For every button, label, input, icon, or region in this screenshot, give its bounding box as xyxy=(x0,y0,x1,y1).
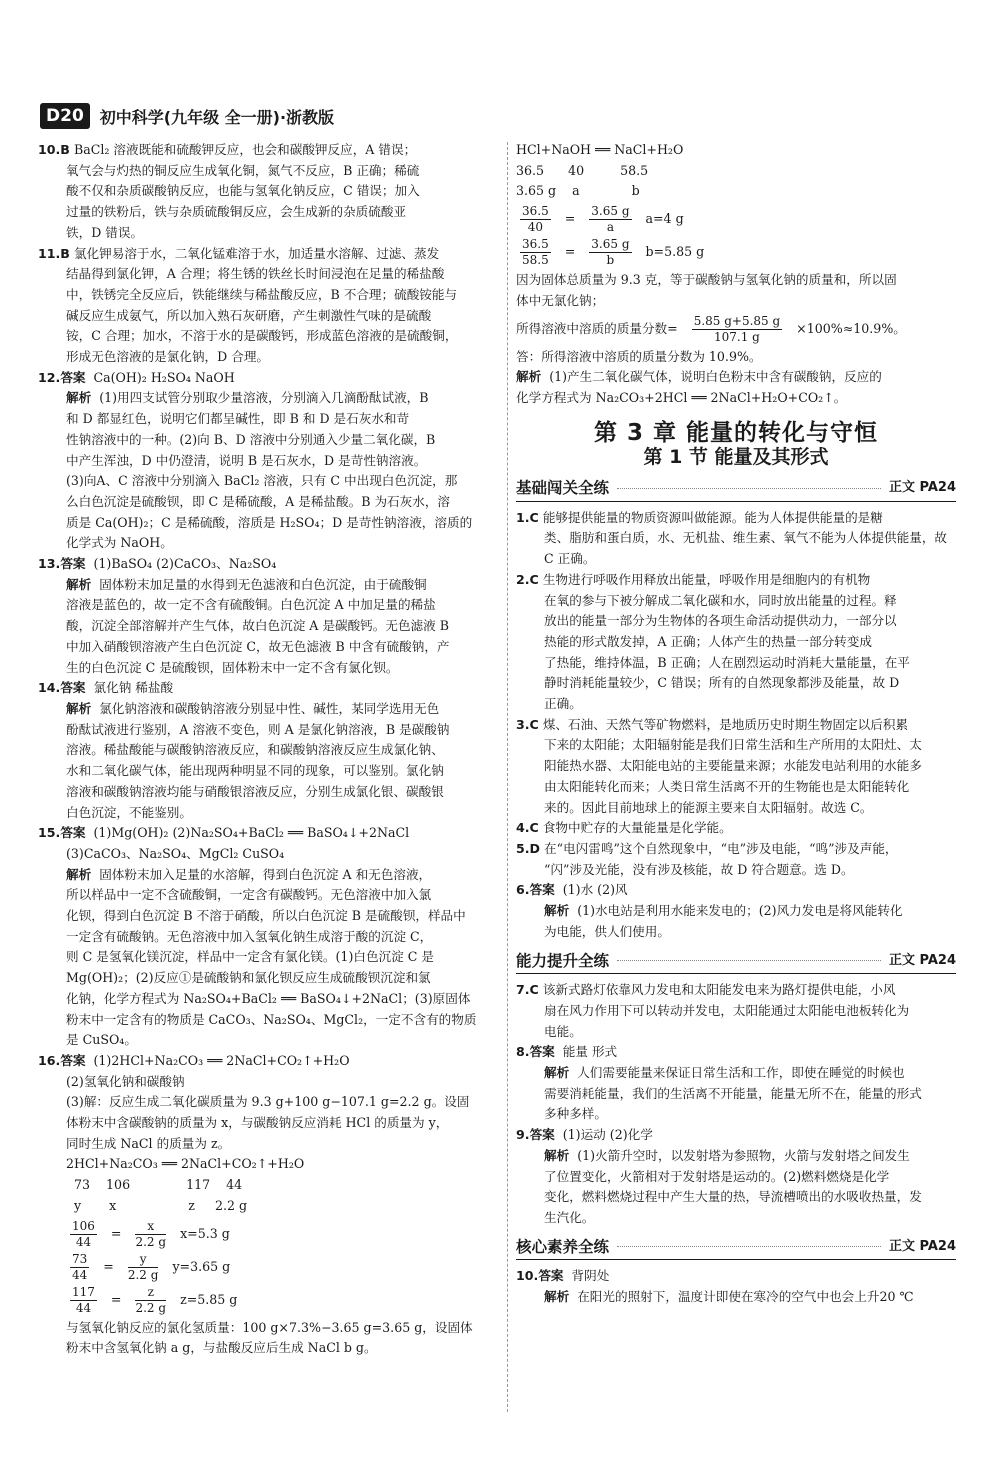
question-13: 13.答案 (1)BaSO₄ (2)CaCO₃、Na₂SO₄ 解析 固体粉末加足量的水得到无色滤液和白色沉淀，由于硫酸铜 溶液是蓝色的，故一定不含有硫酸铜。白色沉淀 A 中加足量的稀盐 酸，沉淀全部溶解并产生气体，故白色沉淀 A 是碳酸钙。无色滤液 B 中加入硝酸钡溶液产生白色沉淀 C，故无色滤液 B 中含有硫酸钠，产 生的白色沉淀 C 是硫酸钡，固体粉末中一定不含有氯化钡。 xyxy=(38,556,450,675)
question-16: 16.答案 (1)2HCl+Na₂CO₃ ══ 2NaCl+CO₂↑+H₂O (2)氢氧化钠和碳酸钠 (3)解：反应生成二氧化碳质量为 9.3 g+100 g−107.1 g=2.2 g。设固 体粉末中含碳酸钠的质量为 x，与碳酸钠反应消耗 HCl 的质量为 y， 同时生成 NaCl 的质量为 z。 2HCl+Na₂CO₃ ══ 2NaCl+CO₂↑+H₂O 73 106 117 44 y x z 2.2 g $\frac{106}{44}$ = $\frac{x}{2.2 g}$ x=5.3 g $\frac{73}{44}$ = $\frac{y}{2.2 g}$ y=3.65 g $\frac{117}{44}$ = $\frac{z}{2.2 g}$ z=5.85 g 与氢氧化钠反应的氯化氢质量：100 g×7.3%−3.65 g=3.65 g，设固体 粉末中含氢氧化钠 a g，与盐酸反应后生成 NaCl b g。 xyxy=(38,1051,501,1359)
question-14: 14.答案 氯化钠 稀盐酸 解析 氯化钠溶液和碳酸钠溶液分别显中性、碱性，某同学选用无色 酚酞试液进行鉴别，A 溶液不变色，则 A 是氯化钠溶液，B 是碳酸钠 溶液。稀盐酸能与碳酸钠溶液反应，和碳酸钠溶液反应生成氯化钠、 水和二氧化碳气体，能出现两种明显不同的现象，可以鉴别。氯化钠 溶液和碳酸钠溶液均能与硝酸银溶液反应，分别生成氯化银、碳酸银 白色沉淀，不能鉴别。 xyxy=(38,680,450,820)
section-bar-core: 核心素养全练 正文 PA24 xyxy=(516,1237,956,1261)
column-divider xyxy=(507,142,508,1412)
answer-3: 3.C 煤、石油、天然气等矿物燃料，是地质历史时期生物固定以后积累 下来的太阳能；太阳辐射能是我们日常生活和生产所用的太阳灶、太 阳能热水器、太阳能电站的主要能量来源；水能发电站利用的水能多 由太阳能转化而来；人类日常生活离不开的生物能也是太阳能转化 来的。因此目前地球上的能源主要来自太阳辐射。故选 C。 xyxy=(516,716,922,815)
fraction-row: $\frac{36.5}{40}$ = $\frac{3.65 g}{a}$ a=4 g xyxy=(522,204,684,235)
equation-hcl-naoh: HCl+NaOH ══ NaCl+H₂O xyxy=(516,142,684,157)
fraction-row: $\frac{106}{44}$ = $\frac{x}{2.2 g}$ x=5.3 g xyxy=(72,1218,230,1249)
answer-1: 1.C 能够提供能量的物质资源叫做能源。能为人体提供能量的是糖 类、脂肪和蛋白质，水、无机盐、维生素、氧气不能为人体提供能量，故 C 正确。 xyxy=(516,509,947,567)
section-bar-basic: 基础闯关全练 正文 PA24 xyxy=(516,478,956,502)
section-bar-ability: 能力提升全练 正文 PA24 xyxy=(516,951,956,975)
section-title: 第 1 节 能量及其形式 xyxy=(643,446,829,469)
answer-10: 10.答案 背阴处 解析 在阳光的照射下，温度计即使在寒冷的空气中也会上升20 ℃ xyxy=(516,1268,914,1305)
answer-2: 2.C 生物进行呼吸作用释放出能量，呼吸作用是细胞内的有机物 在氧的参与下被分解成二氧化碳和水，同时放出能量的过程。释 放出的能量一部分为生物体的各项生命活动提供动力，一部分以 热能的形式散发掉，A 正确；人体产生的热量一部分转变成 了热能，维持体温，B 正确；人在剧烈运动时消耗大量能量，在平 静时消耗能量较少，C 错误；所有的自然现象都涉及能量，故 D 正确。 xyxy=(516,571,910,712)
fraction-row: $\frac{73}{44}$ = $\frac{y}{2.2 g}$ y=3.65 g xyxy=(72,1251,231,1282)
answer-4: 4.C 食物中贮存的大量能量是化学能。 xyxy=(516,820,732,836)
right-column: HCl+NaOH ══ NaCl+H₂O 36.5 40 58.5 3.65 g a b $\frac{36.5}{40}$ = $\frac{3.65 g}{a}$ a=4 g $\frac{36.5}{58.5}$ = $\frac{3.65 g}{b}$ b=5.85 g 因为固体总质量为 9.3 克，等于碳酸钠与氢氧化钠的质量和，所以固 体中无氯化钠； 所得溶液中溶质的质量分数= $\frac{5.85 g+5.85 g}{107.1 g}$ ×100%≈10.9%。 答：所得溶液中溶质的质量分数为 10.9%。 解析 (1)产生二氧化碳气体，说明白色粉末中含有碳酸钠，反应的 化学方程式为 Na₂CO₃+2HCl ══ 2NaCl+H₂O+CO₂↑。 第 3 章 能量的转化与守恒 第 1 节 能量及其形式 基础闯关全练 正文 PA24 1.C 能够提供能量的物质资源叫做能源。能为人体提供能量的是糖 类、脂肪和蛋白质，水、无机盐、维生素、氧气不能为人体提供能量，故 C 正确。 2.C 生物进行呼吸作用释放出能量，呼吸作用是细胞内的有机物 在氧的参与下被分解成二氧化碳和水，同时放出能量的过程。释 放出的能量一部分为生物体的各项生命活动提供动力，一部分以 热能的形式散发掉，A 正确；人体产生的热量一部分转变成 了热能，维持体温，B 正确；人在剧烈运动时消耗大量能量，在平 静时消耗能量较少，C 错误；所有的自然现象都涉及能量，故 D 正确。 3.C 煤、石油、天然气等矿物燃料，是地质历史时期生物固定以后积累 下来的太阳能；太阳辐射能是我们日常生活和生产所用的太阳灶、太 阳能热水器、太阳能电站的主要能量来源；水能发电站利用的水能多 由太阳能转化而来；人类日常生活离不开的生物能也是太阳能转化 来的。因此目前地球上的能源主要来自太阳辐射。故选 C。 4.C 食物中贮存的大量能量是化学能。 5.D 在“电闪雷鸣”这个自然现象中，“电”涉及电能，“鸣”涉及声能， “闪”涉及光能，没有涉及核能，故 D 符合题意。选 D。 6.答案 (1)水 (2)风 解析 (1)水电站是利用水能来发电的；(2)风力发电是将风能转化 为电能，供人们使用。 能力提升全练 正文 PA24 7.C 该新式路灯依靠风力发电和太阳能发电来为路灯提供电能，小风 扇在风力作用下可以转动并发电，太阳能通过太阳能电池板转化为 电能。 8.答案 能量 形式 解析 人们需要能量来保证日常生活和工作，即使在睡觉的时候也 需要消耗能量，我们的生活离不开能量，能量无所不在，能量的形式 多种多样。 9.答案 (1)运动 (2)化学 解析 (1)火箭升空时，以发射塔为参照物，火箭与发射塔之间发生 了位置变化，火箭相对于发射塔是运动的。(2)燃料燃烧是化学 变化，燃料燃烧过程中产生大量的热，导流槽喷出的水吸收热量，发 生汽化。 核心素养全练 正文 PA24 10.答案 背阴处 解析 在阳光的照射下，温度计即使在寒冷的空气中也会上升20 ℃ xyxy=(516,140,956,1435)
book-title: 初中科学(九年级 全一册)·浙教版 xyxy=(99,107,335,127)
answer-7: 7.C 该新式路灯依靠风力发电和太阳能发电来为路灯提供电能，小风 扇在风力作用下可以转动并发电，太阳能通过太阳能电池板转化为 电能。 xyxy=(516,982,910,1039)
percentage-formula: 所得溶液中溶质的质量分数= $\frac{5.85 g+5.85 g}{107.1 g}$ ×100%≈10.9%。 xyxy=(516,313,906,344)
question-12: 12.答案 Ca(OH)₂ H₂SO₄ NaOH 解析 (1)用四支试管分别取少量溶液，分别滴入几滴酚酞试液，B 和 D 都显红色，说明它们都呈碱性，即 B 和 D 是石灰水和苛 性钠溶液中的一种。(2)向 B、D 溶液中分别通入少量二氧化碳，B 中产生浑浊，D 中仍澄清，说明 B 是石灰水，D 是苛性钠溶液。 (3)向A、C 溶液中分别滴入 BaCl₂ 溶液，只有 C 中出现白色沉淀，那 么白色沉淀是硫酸钡，即 C 是稀硫酸，A 是稀盐酸。B 为石灰水，溶 质是 Ca(OH)₂；C 是稀硫酸，溶质是 H₂SO₄；D 是苛性钠溶液，溶质的 化学式为 NaOH。 xyxy=(38,369,473,551)
question-15: 15.答案 (1)Mg(OH)₂ (2)Na₂SO₄+BaCl₂ ══ BaSO₄↓+2NaCl (3)CaCO₃、Na₂SO₄、MgCl₂ CuSO₄ 解析 固体粉末加入足量的水溶解，得到白色沉淀 A 和无色溶液， 所以样品中一定不含硫酸铜，一定含有碳酸钙。无色溶液中加入氯 化钡，得到白色沉淀 B 不溶于硝酸，所以白色沉淀 B 是硫酸钡，样品中 一定含有硫酸钠。无色溶液中加入氢氧化钠生成溶于酸的沉淀 C， 则 C 是氢氧化镁沉淀，样品中一定含有氯化镁。(1)白色沉淀 C 是 Mg(OH)₂；(2)反应①是硫酸钠和氯化钡反应生成硫酸钡沉淀和氯 化钠，化学方程式为 Na₂SO₄+BaCl₂ ══ BaSO₄↓+2NaCl；(3)原固体 粉末中一定含有的物质是 CaCO₃、Na₂SO₄、MgCl₂，一定不含有的物质 是 CuSO₄。 xyxy=(38,825,477,1048)
page-number-badge: D20 xyxy=(40,103,90,129)
page-header xyxy=(40,100,600,132)
fraction-row: $\frac{36.5}{58.5}$ = $\frac{3.65 g}{b}$ b=5.85 g xyxy=(522,237,705,268)
question-10: 10.B BaCl₂ 溶液既能和硫酸钾反应，也会和碳酸钾反应，A 错误； 氧气会与灼热的铜反应生成氧化铜，氮气不反应，B 正确；稀硫 酸不仅和杂质碳酸钠反应，也能与氢氧化钠反应，C 错误；加入 过量的铁粉后，铁与杂质硫酸铜反应，会生成新的杂质硫酸亚 铁，D 错误。 xyxy=(38,142,420,240)
chapter-title: 第 3 章 能量的转化与守恒 xyxy=(593,419,879,446)
answer-5: 5.D 在“电闪雷鸣”这个自然现象中，“电”涉及电能，“鸣”涉及声能， “闪”涉及光能，没有涉及核能，故 D 符合题意。选 D。 xyxy=(516,840,898,877)
answer-6: 6.答案 (1)水 (2)风 解析 (1)水电站是利用水能来发电的；(2)风力发电是将风能转化 为电能，供人们使用。 xyxy=(516,882,903,939)
equation-16: 2HCl+Na₂CO₃ ══ 2NaCl+CO₂↑+H₂O xyxy=(66,1156,305,1172)
left-column xyxy=(38,140,501,1435)
answer-8: 8.答案 能量 形式 解析 人们需要能量来保证日常生活和工作，即使在睡觉的时候也 需要消耗能量，我们的生活离不开能量，能量无所不在，能量的形式 多种多样。 xyxy=(516,1044,922,1122)
answer-9: 9.答案 (1)运动 (2)化学 解析 (1)火箭升空时，以发射塔为参照物，火箭与发射塔之间发生 了位置变化，火箭相对于发射塔是运动的。(2)燃料燃烧是化学 变化，燃料燃烧过程中产生大量的热，导流槽喷出的水吸收热量，发 生汽化。 xyxy=(516,1127,922,1225)
fraction-row: $\frac{117}{44}$ = $\frac{z}{2.2 g}$ z=5.85 g xyxy=(72,1284,238,1315)
question-11: 11.B 氯化钾易溶于水，二氧化锰难溶于水，加适量水溶解、过滤、蒸发 结晶得到氯化钾，A 合理；将生锈的铁丝长时间浸泡在足量的稀盐酸 中，铁锈完全反应后，铁能继续与稀盐酸反应，B 不合理；硫酸铵能与 碱反应生成氨气，所以加入熟石灰研磨，产生刺激性气味的是硫酸 铵，C 合理；加水，不溶于水的是碳酸钙，形成蓝色溶液的是硫酸铜， 形成无色溶液的是氯化钠，D 合理。 xyxy=(38,245,458,365)
